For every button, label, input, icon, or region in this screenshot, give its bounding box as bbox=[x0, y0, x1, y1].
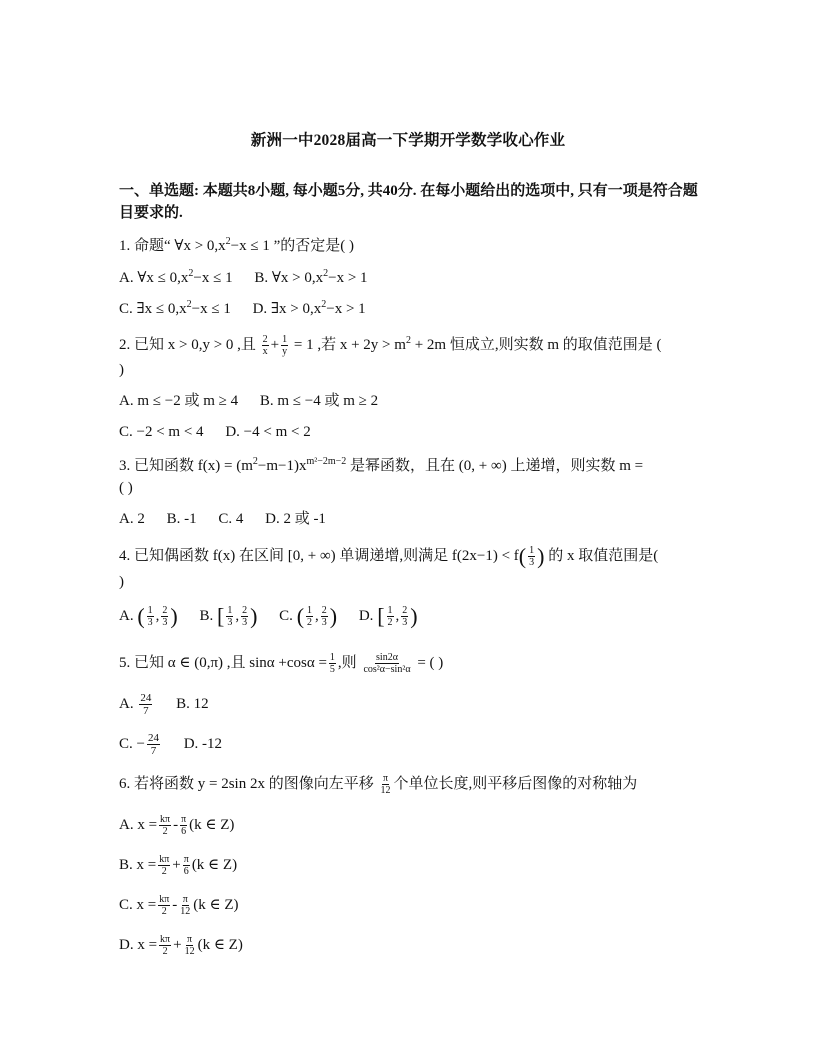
question-4-cont: ) bbox=[119, 574, 124, 590]
option-a[interactable]: A. ( $\frac{1}{3}$ , $\frac{2}{3}$ ) bbox=[119, 603, 178, 629]
option-a[interactable]: A. m ≤ −2 或 m ≥ 4 bbox=[119, 393, 239, 409]
question-2-options-cd bbox=[119, 422, 311, 442]
option-d[interactable]: D. ∃x > $0,x^2-x > 1$ bbox=[252, 299, 366, 317]
question-5-stem: 5. 已知 α ∈ (0,π) ,且 sinα +cosα = $\frac{1}{5}$ ,则 $\frac{\sin 2\alpha}{\text{cos²α−sin²α}}$ = ( ) bbox=[119, 652, 444, 675]
question-6-option-a[interactable]: A. x = $\frac{k\pi}{2}$ - $\frac{\pi}{6}$ (k ∈ Z) bbox=[119, 814, 235, 837]
option-c[interactable]: C. ( $\frac{1}{2}$ , $\frac{2}{3}$ ) bbox=[279, 603, 338, 629]
question-6-option-c[interactable]: C. x = $\frac{k\pi}{2}$ - $\frac{\pi}{12}$ (k ∈ Z) bbox=[119, 894, 239, 917]
option-b[interactable]: B. m ≤ −4 或 m ≥ 2 bbox=[259, 393, 379, 409]
question-5-options-ab bbox=[119, 692, 209, 717]
option-a[interactable]: A. ∀x ≤ $0,x^2-x \le 1$ bbox=[119, 268, 233, 286]
question-6-stem: 6. 若将函数 y = 2sin 2x 的图像向左平移 $\frac{\pi}{12}$ 个单位长度,则平移后图像的对称轴为 bbox=[119, 773, 638, 796]
question-4-options bbox=[119, 605, 418, 628]
option-a[interactable]: A. 2 bbox=[119, 511, 145, 527]
option-b[interactable]: B. ∀x > $0,x^2-x > 1$ bbox=[254, 268, 368, 286]
option-b[interactable]: B. 12 bbox=[176, 695, 209, 712]
question-3-cont: ( ) bbox=[119, 480, 133, 496]
question-1-options-cd bbox=[119, 299, 366, 319]
option-b[interactable]: B. -1 bbox=[166, 511, 197, 527]
question-2-options-ab bbox=[119, 391, 378, 411]
option-b[interactable]: B. [ $\frac{1}{3}$ , $\frac{2}{3}$ ) bbox=[199, 603, 258, 629]
option-c[interactable]: C. −2 < m < 4 bbox=[119, 424, 204, 440]
question-3-stem: 3. 已知函数 $f(x) = (m^2-m-1)x^{m^2-2m-2}$ 是幂函数，且在 (0, + ∞) 上递增，则实数 m = bbox=[119, 456, 644, 474]
option-c[interactable]: C. − $\frac{24}{7}$ bbox=[119, 732, 159, 757]
question-6-option-b[interactable]: B. x = $\frac{k\pi}{2}$ + $\frac{\pi}{6}$ (k ∈ Z) bbox=[119, 854, 238, 877]
option-d[interactable]: D. −4 < m < 2 bbox=[225, 424, 311, 440]
option-d[interactable]: D. 2 或 -1 bbox=[265, 511, 326, 527]
option-d[interactable]: D. [ $\frac{1}{2}$ , $\frac{2}{3}$ ) bbox=[358, 603, 418, 629]
question-2-stem: 2. 已知 x > 0,y > 0 ,且 $\frac{2}{x}$ + $\frac{1}{y}$ = 1 ,若 $x + 2y > m^2 + 2m$ 恒成立,则实数 m 的取值范围是 ( bbox=[119, 334, 662, 357]
option-d[interactable]: D. -12 bbox=[183, 735, 223, 752]
question-2-cont: ) bbox=[119, 362, 124, 378]
question-5-options-cd bbox=[119, 732, 222, 757]
question-3-options bbox=[119, 509, 326, 529]
question-1-stem: 1. 命题“ ∀x > $0,x^2-x \le 1$ ”的否定是( ) bbox=[119, 236, 355, 254]
question-6-option-d[interactable]: D. x = $\frac{k\pi}{2}$ + $\frac{\pi}{12}$ (k ∈ Z) bbox=[119, 934, 243, 957]
option-c[interactable]: C. 4 bbox=[218, 511, 244, 527]
option-a[interactable]: A. $\frac{24}{7}$ bbox=[119, 692, 152, 717]
option-c[interactable]: C. ∃x ≤ $0,x^2-x \le 1$ bbox=[119, 299, 231, 317]
section-heading: 一、单选题: 本题共8小题, 每小题5分, 共40分. 在每小题给出的选项中, 只有一项是符合题目要求的. bbox=[119, 183, 698, 221]
page-title: 新洲一中2028届高一下学期开学数学收心作业 bbox=[250, 132, 566, 149]
question-1-options-ab bbox=[119, 268, 368, 288]
question-4-stem: 4. 已知偶函数 f(x) 在区间 [0, + ∞) 单调递增,则满足 f(2x−1) < f( $\frac{1}{3}$ ) 的 x 取值范围是( bbox=[119, 543, 659, 569]
